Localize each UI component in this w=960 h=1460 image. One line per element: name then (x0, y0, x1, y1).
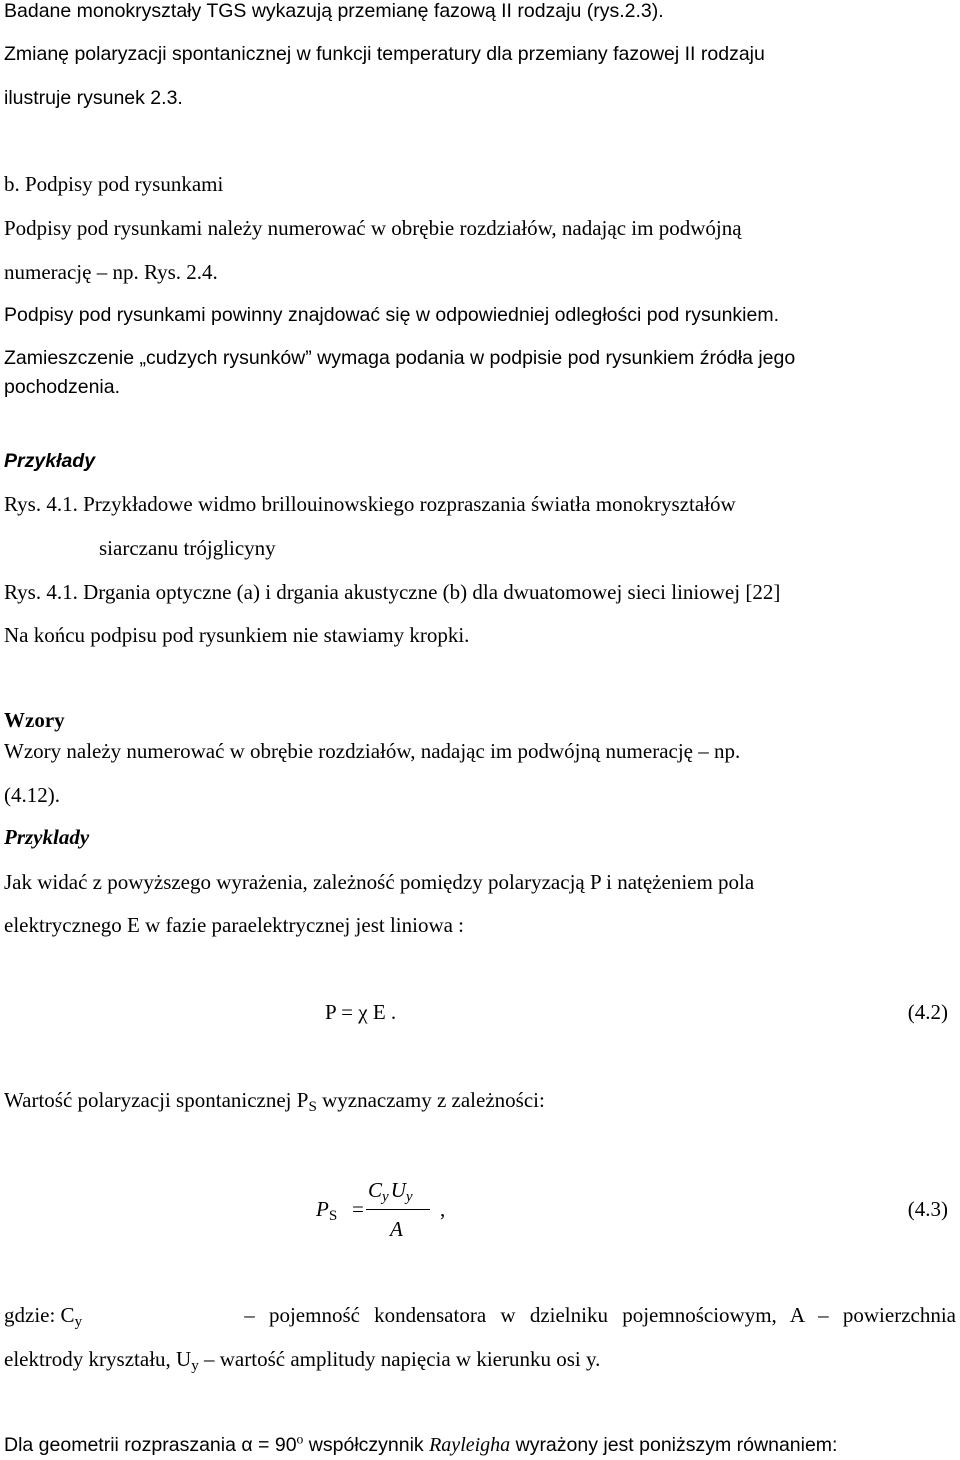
text-line: pochodzenia. (4, 376, 121, 398)
fraction-denominator: A (390, 1217, 403, 1241)
section-heading: Wzory (4, 708, 65, 732)
caption-example-continuation: siarczanu trójglicyny (99, 536, 276, 560)
subscript: S (328, 1207, 338, 1224)
text-line: Podpisy pod rysunkami należy numerować w obrębie rozdziałów, nadając im podwójną (4, 216, 742, 240)
symbol-p: P (316, 1197, 329, 1221)
text-fragment: Dla geometrii rozpraszania α = 90 (4, 1434, 297, 1456)
caption-example: Rys. 4.1. Drgania optyczne (a) i drgania akustyczne (b) dla dwuatomowej sieci liniowej [22] (4, 580, 781, 604)
section-heading: b. Podpisy pod rysunkami (4, 172, 224, 196)
text-line: numerację – np. Rys. 2.4. (4, 260, 218, 284)
text-fragment: wyrażony jest poniższym równaniem: (510, 1434, 838, 1456)
text-fragment: współczynnik (303, 1434, 430, 1456)
text-fragment: – pojemność kondensatora w dzielniku pojemnościowym, A – powierzchnia (244, 1303, 956, 1327)
text-fragment: Rayleigha (429, 1434, 511, 1456)
text-line: Zamieszczenie „cudzych rysunków” wymaga podania w podpisie pod rysunkiem źródła jego (4, 347, 796, 369)
subscript: y (74, 1313, 83, 1330)
text-line: ilustruje rysunek 2.3. (4, 87, 183, 109)
text-fragment: Wartość polaryzacji spontanicznej P (4, 1088, 309, 1112)
text-line (4, 1303, 956, 1330)
text-line (4, 1347, 601, 1374)
text-line (4, 1088, 545, 1115)
equation-comma: , (440, 1197, 446, 1221)
subscript: y (191, 1357, 199, 1374)
subscript: y (405, 1188, 413, 1205)
subscript: S (308, 1098, 317, 1115)
equals-sign: = (352, 1197, 364, 1221)
subscript: y (382, 1188, 389, 1205)
text-line: Podpisy pod rysunkami powinny znajdować się w odpowiedniej odległości pod rysunkiem. (4, 304, 780, 326)
fraction-numerator (368, 1178, 413, 1205)
examples-heading: Przykłady (4, 450, 96, 472)
text-line (4, 1431, 838, 1456)
caption-note: Na końcu podpisu pod rysunkiem nie stawiamy kropki. (4, 623, 470, 647)
equation: P = χ E . (325, 1000, 397, 1024)
text-fragment: wyznaczamy z zależności: (316, 1088, 545, 1112)
text-line: (4.12). (4, 783, 60, 807)
text-fragment: elektrody kryształu, U (4, 1347, 192, 1371)
text-line: Badane monokryształy TGS wykazują przemianę fazową II rodzaju (rys.2.3). (4, 0, 664, 22)
caption-example: Rys. 4.1. Przykładowe widmo brillouinowskiego rozpraszania światła monokryształów (4, 492, 736, 516)
text-fragment: – wartość amplitudy napięcia w kierunku osi y. (198, 1347, 601, 1371)
fraction-bar (366, 1209, 430, 1210)
text-line: Wzory należy numerować w obrębie rozdziałów, nadając im podwójną numerację – np. (4, 739, 741, 763)
text-fragment (4, 1303, 83, 1330)
symbol-c: C (368, 1178, 383, 1202)
equation-number: (4.3) (907, 1197, 948, 1221)
symbol-u: U (390, 1178, 406, 1202)
text-line: elektrycznego E w fazie paraelektrycznej jest liniowa : (4, 913, 465, 937)
text-fragment: gdzie: C (4, 1303, 75, 1327)
examples-heading: Przyklady (4, 825, 90, 849)
text-line: Jak widać z powyższego wyrażenia, zależność pomiędzy polaryzacją P i natężeniem pola (4, 870, 755, 894)
equation-number: (4.2) (907, 1000, 948, 1024)
text-line: Zmianę polaryzacji spontanicznej w funkcji temperatury dla przemiany fazowej II rodzaju (4, 43, 765, 65)
equation-lhs (316, 1197, 338, 1224)
superscript: o (296, 1431, 304, 1447)
